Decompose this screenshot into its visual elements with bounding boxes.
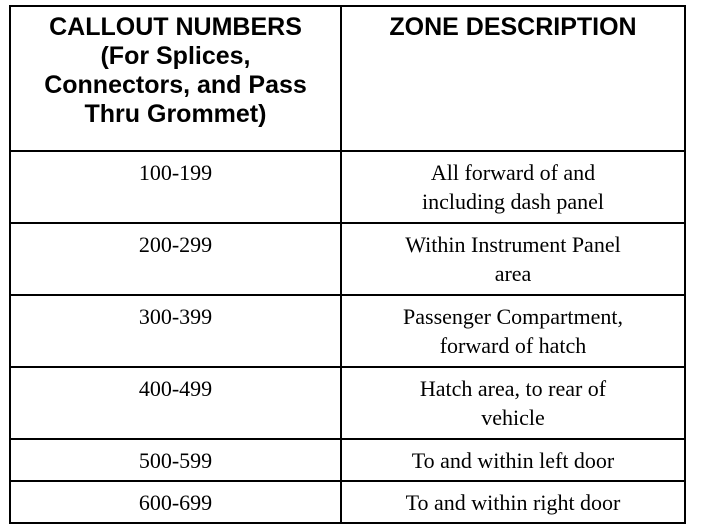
zone-text: vehicle bbox=[481, 405, 545, 430]
table-row bbox=[10, 481, 685, 523]
table-row bbox=[10, 439, 685, 481]
zone-text: including dash panel bbox=[421, 189, 605, 214]
zone-cell bbox=[341, 439, 685, 481]
zone-cell bbox=[341, 223, 685, 295]
callout-cell bbox=[10, 223, 341, 295]
header-line: ZONE DESCRIPTION bbox=[389, 13, 637, 41]
callout-value: 400-499 bbox=[138, 376, 213, 401]
header-line: Thru Grommet) bbox=[84, 100, 267, 128]
zone-cell bbox=[341, 295, 685, 367]
callout-value: 200-299 bbox=[138, 232, 213, 257]
table-row bbox=[10, 367, 685, 439]
zone-description-header bbox=[341, 6, 685, 151]
table-header-row bbox=[10, 6, 685, 151]
header-line: (For Splices, bbox=[100, 42, 251, 70]
callout-cell bbox=[10, 151, 341, 223]
header-line: CALLOUT NUMBERS bbox=[49, 13, 302, 41]
header-line: Connectors, and Pass bbox=[44, 71, 307, 99]
zone-cell bbox=[341, 481, 685, 523]
zone-text: forward of hatch bbox=[439, 333, 587, 358]
zone-text: Passenger Compartment, bbox=[403, 304, 623, 329]
callout-cell bbox=[10, 439, 341, 481]
zone-cell bbox=[341, 151, 685, 223]
table-row bbox=[10, 151, 685, 223]
callout-value: 300-399 bbox=[138, 304, 213, 329]
zone-text: Within Instrument Panel bbox=[405, 232, 621, 257]
callout-value: 100-199 bbox=[138, 160, 213, 185]
zone-text: To and within left door bbox=[411, 448, 615, 473]
zone-text: To and within right door bbox=[405, 490, 621, 515]
callout-zone-table bbox=[9, 5, 686, 524]
callout-value: 500-599 bbox=[138, 448, 213, 473]
zone-text: Hatch area, to rear of bbox=[419, 376, 607, 401]
callout-value: 600-699 bbox=[138, 490, 213, 515]
callout-numbers-header bbox=[10, 6, 341, 151]
table-row bbox=[10, 295, 685, 367]
zone-cell bbox=[341, 367, 685, 439]
callout-cell bbox=[10, 295, 341, 367]
table-row bbox=[10, 223, 685, 295]
callout-cell bbox=[10, 481, 341, 523]
zone-text: All forward of and bbox=[430, 160, 596, 185]
zone-text: area bbox=[494, 261, 532, 286]
callout-cell bbox=[10, 367, 341, 439]
